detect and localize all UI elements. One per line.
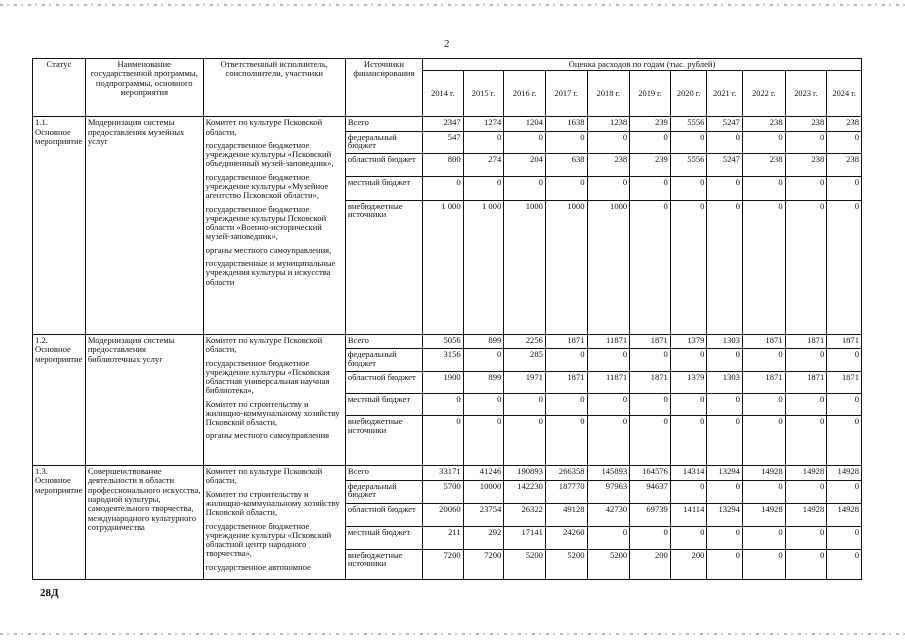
- funding-source-cell: Всего: [345, 334, 422, 348]
- funding-source-cell: федеральный бюджет: [345, 480, 422, 503]
- amount-cell: 5556: [670, 117, 707, 131]
- amount-cell: 26322: [504, 503, 546, 526]
- amount-cell: 0: [463, 393, 504, 415]
- amount-cell: 0: [587, 131, 630, 153]
- amount-cell: 0: [785, 416, 827, 466]
- amount-cell: 2347: [423, 117, 464, 131]
- amount-cell: 187770: [545, 480, 587, 503]
- amount-cell: 0: [707, 549, 743, 579]
- scan-edge-top: [0, 4, 905, 6]
- amount-cell: 0: [742, 131, 785, 153]
- amount-cell: 14928: [827, 466, 862, 481]
- amount-cell: 0: [463, 349, 504, 371]
- amount-cell: 142230: [504, 480, 546, 503]
- amount-cell: 1871: [742, 334, 785, 348]
- amount-cell: 49128: [545, 503, 587, 526]
- amount-cell: 0: [827, 200, 862, 334]
- amount-cell: 0: [423, 416, 464, 466]
- amount-cell: 238: [827, 117, 862, 131]
- amount-cell: 0: [742, 393, 785, 415]
- year-header: 2015 г.: [463, 71, 504, 117]
- year-header: 2016 г.: [504, 71, 546, 117]
- amount-cell: 238: [785, 117, 827, 131]
- amount-cell: 145893: [587, 466, 630, 481]
- amount-cell: 164576: [630, 466, 671, 481]
- amount-cell: 5556: [670, 153, 707, 176]
- executor-item: Комитет по строительству и жилищно-коммунальному хозяйству Псковской области,: [205, 488, 340, 518]
- amount-cell: 1871: [785, 371, 827, 393]
- amount-cell: 11871: [587, 334, 630, 348]
- year-header: 2014 г.: [423, 71, 464, 117]
- amount-cell: 5247: [707, 117, 743, 131]
- amount-cell: 266358: [545, 466, 587, 481]
- amount-cell: 0: [463, 177, 504, 200]
- amount-cell: 5247: [707, 153, 743, 176]
- amount-cell: 0: [785, 393, 827, 415]
- amount-cell: 14314: [670, 466, 707, 481]
- amount-cell: 0: [742, 526, 785, 549]
- amount-cell: 200: [670, 549, 707, 579]
- amount-cell: 0: [545, 416, 587, 466]
- amount-cell: 0: [545, 349, 587, 371]
- amount-cell: 0: [742, 416, 785, 466]
- amount-cell: 1900: [423, 371, 464, 393]
- amount-cell: 0: [785, 349, 827, 371]
- amount-cell: 14928: [785, 466, 827, 481]
- amount-cell: 0: [423, 393, 464, 415]
- amount-cell: 1000: [504, 200, 546, 334]
- funding-source-cell: федеральный бюджет: [345, 131, 422, 153]
- year-header: 2023 г.: [785, 71, 827, 117]
- status-cell: 1.2. Основное мероприятие: [33, 334, 86, 465]
- amount-cell: 0: [630, 526, 671, 549]
- amount-cell: 292: [463, 526, 504, 549]
- amount-cell: 0: [742, 549, 785, 579]
- amount-cell: 1204: [504, 117, 546, 131]
- amount-cell: 20060: [423, 503, 464, 526]
- amount-cell: 0: [504, 416, 546, 466]
- amount-cell: 0: [827, 131, 862, 153]
- amount-cell: 5200: [587, 549, 630, 579]
- funding-source-cell: областной бюджет: [345, 153, 422, 176]
- amount-cell: 7200: [463, 549, 504, 579]
- amount-cell: 1871: [545, 334, 587, 348]
- amount-cell: 14928: [742, 503, 785, 526]
- estimate-header: Оценка расходов по годам (тыс. рублей): [423, 59, 862, 71]
- amount-cell: 0: [827, 349, 862, 371]
- amount-cell: 0: [630, 393, 671, 415]
- year-header: 2021 г.: [707, 71, 743, 117]
- amount-cell: 1871: [545, 371, 587, 393]
- amount-cell: 274: [463, 153, 504, 176]
- amount-cell: 1274: [463, 117, 504, 131]
- year-header: 2020 г.: [670, 71, 707, 117]
- amount-cell: 23754: [463, 503, 504, 526]
- funding-source-cell: областной бюджет: [345, 503, 422, 526]
- amount-cell: 5200: [545, 549, 587, 579]
- table-row: [33, 466, 862, 481]
- executor-item: Комитет по культуре Псковской области,: [205, 334, 323, 355]
- amount-cell: 1871: [827, 334, 862, 348]
- amount-cell: 1379: [670, 371, 707, 393]
- amount-cell: 13294: [707, 466, 743, 481]
- amount-cell: 11871: [587, 371, 630, 393]
- amount-cell: 0: [707, 200, 743, 334]
- amount-cell: 33171: [423, 466, 464, 481]
- amount-cell: 0: [545, 393, 587, 415]
- amount-cell: 1871: [827, 371, 862, 393]
- amount-cell: 0: [707, 349, 743, 371]
- amount-cell: 0: [630, 200, 671, 334]
- footer-code: 28Д: [40, 587, 59, 599]
- amount-cell: 5700: [423, 480, 464, 503]
- amount-cell: 238: [785, 153, 827, 176]
- measure-name-cell: Совершенствование деятельности в области профессионального искусства, народной культуры, самодеятельного творчества, международного культурного сотрудничества: [85, 466, 203, 580]
- amount-cell: 285: [504, 349, 546, 371]
- amount-cell: 1638: [545, 117, 587, 131]
- amount-cell: 0: [785, 131, 827, 153]
- amount-cell: 1000: [587, 200, 630, 334]
- amount-cell: 0: [630, 131, 671, 153]
- executor-item: органы местного самоуправления,: [205, 244, 332, 255]
- amount-cell: 1379: [670, 334, 707, 348]
- amount-cell: 0: [670, 393, 707, 415]
- expenses-table: [32, 58, 862, 580]
- amount-cell: 0: [785, 200, 827, 334]
- amount-cell: 0: [827, 549, 862, 579]
- funding-source-cell: областной бюджет: [345, 371, 422, 393]
- amount-cell: 0: [630, 349, 671, 371]
- amount-cell: 14928: [742, 466, 785, 481]
- executor-item: государственное автономное: [205, 561, 311, 572]
- amount-cell: 14114: [670, 503, 707, 526]
- amount-cell: 0: [827, 393, 862, 415]
- amount-cell: 0: [827, 480, 862, 503]
- amount-cell: 1 000: [423, 200, 464, 334]
- amount-cell: 800: [423, 153, 464, 176]
- amount-cell: 2256: [504, 334, 546, 348]
- amount-cell: 0: [630, 416, 671, 466]
- funding-source-cell: федеральный бюджет: [345, 349, 422, 371]
- executors-cell: [203, 117, 345, 335]
- amount-cell: 238: [827, 153, 862, 176]
- amount-cell: 0: [670, 349, 707, 371]
- amount-cell: 190893: [504, 466, 546, 481]
- amount-cell: 0: [742, 177, 785, 200]
- amount-cell: 899: [463, 371, 504, 393]
- executor-item: государственное бюджетное учреждение культуры «Псковский областной центр народного творчества»,: [205, 520, 332, 559]
- funding-source-cell: внебюджетные источники: [345, 200, 422, 334]
- amount-cell: 238: [587, 153, 630, 176]
- executor-item: государственное бюджетное учреждение культуры Псковской области «Военно-исторический музей-заповедник»,: [205, 203, 327, 242]
- amount-cell: 0: [707, 526, 743, 549]
- amount-cell: 5056: [423, 334, 464, 348]
- amount-cell: 0: [463, 131, 504, 153]
- year-header: 2022 г.: [742, 71, 785, 117]
- executor-item: государственное бюджетное учреждение культуры «Псковский объединенный музей-заповедник»,: [205, 139, 334, 169]
- executor-header: Ответственный исполнитель, соисполнители, участники: [203, 59, 345, 117]
- funding-source-cell: местный бюджет: [345, 393, 422, 415]
- executor-item: Комитет по строительству и жилищно-коммунальному хозяйству Псковской области,: [205, 398, 340, 428]
- amount-cell: 547: [423, 131, 464, 153]
- executor-item: государственные и муниципальные учреждения культуры и искусства области: [205, 257, 336, 287]
- amount-cell: 94637: [630, 480, 671, 503]
- year-header: 2017 г.: [545, 71, 587, 117]
- amount-cell: 0: [504, 393, 546, 415]
- amount-cell: 7200: [423, 549, 464, 579]
- amount-cell: 13294: [707, 503, 743, 526]
- amount-cell: 1303: [707, 371, 743, 393]
- amount-cell: 1303: [707, 334, 743, 348]
- amount-cell: 0: [587, 393, 630, 415]
- name-header: Наименование государственной программы, подпрограммы, основного мероприятия: [85, 59, 203, 117]
- executors-cell: [203, 334, 345, 465]
- amount-cell: 0: [707, 416, 743, 466]
- measure-name-cell: Модернизация системы предоставления музейных услуг: [85, 117, 203, 335]
- amount-cell: 0: [545, 177, 587, 200]
- amount-cell: 211: [423, 526, 464, 549]
- funding-source-cell: внебюджетные источники: [345, 416, 422, 466]
- funding-source-cell: Всего: [345, 117, 422, 131]
- amount-cell: 0: [504, 177, 546, 200]
- table-row: [33, 334, 862, 348]
- year-header: 2018 г.: [587, 71, 630, 117]
- status-header: Статус: [33, 59, 86, 117]
- amount-cell: 17141: [504, 526, 546, 549]
- executors-cell: [203, 466, 345, 580]
- year-header: 2024 г.: [827, 71, 862, 117]
- amount-cell: 24260: [545, 526, 587, 549]
- amount-cell: 69739: [630, 503, 671, 526]
- executor-item: органы местного самоуправления: [205, 430, 330, 441]
- amount-cell: 0: [587, 349, 630, 371]
- scan-edge-bottom: [0, 633, 905, 635]
- amount-cell: 1871: [630, 334, 671, 348]
- amount-cell: 0: [670, 480, 707, 503]
- amount-cell: 10000: [463, 480, 504, 503]
- amount-cell: 5200: [504, 549, 546, 579]
- funding-source-cell: внебюджетные источники: [345, 549, 422, 579]
- status-cell: 1.1. Основное мероприятие: [33, 117, 86, 335]
- amount-cell: 239: [630, 153, 671, 176]
- amount-cell: 0: [587, 416, 630, 466]
- table-row: [33, 117, 862, 131]
- amount-cell: 239: [630, 117, 671, 131]
- amount-cell: 0: [742, 480, 785, 503]
- amount-cell: 0: [742, 200, 785, 334]
- amount-cell: 0: [742, 349, 785, 371]
- funding-source-cell: местный бюджет: [345, 177, 422, 200]
- amount-cell: 238: [742, 153, 785, 176]
- amount-cell: 0: [587, 177, 630, 200]
- amount-cell: 0: [630, 177, 671, 200]
- amount-cell: 0: [587, 526, 630, 549]
- amount-cell: 0: [827, 416, 862, 466]
- sources-header: Источники финансирования: [345, 59, 422, 117]
- executor-item: Комитет по культуре Псковской области,: [205, 117, 323, 137]
- amount-cell: 0: [827, 177, 862, 200]
- amount-cell: 204: [504, 153, 546, 176]
- amount-cell: 0: [545, 131, 587, 153]
- amount-cell: 1971: [504, 371, 546, 393]
- amount-cell: 0: [670, 131, 707, 153]
- executor-item: государственное бюджетное учреждение культуры «Музейное агентство Псковской области»,: [205, 171, 329, 201]
- amount-cell: 14928: [827, 503, 862, 526]
- amount-cell: 1000: [545, 200, 587, 334]
- amount-cell: 0: [707, 393, 743, 415]
- amount-cell: 1238: [587, 117, 630, 131]
- status-cell: 1.3. Основное мероприятие: [33, 466, 86, 580]
- measure-name-cell: Модернизация системы предоставления библиотечных услуг: [85, 334, 203, 465]
- amount-cell: 1 000: [463, 200, 504, 334]
- amount-cell: 0: [827, 526, 862, 549]
- year-header: 2019 г.: [630, 71, 671, 117]
- header-row: [33, 59, 862, 71]
- amount-cell: 0: [504, 131, 546, 153]
- amount-cell: 0: [785, 480, 827, 503]
- amount-cell: 0: [785, 526, 827, 549]
- amount-cell: 638: [545, 153, 587, 176]
- amount-cell: 0: [670, 526, 707, 549]
- amount-cell: 41246: [463, 466, 504, 481]
- amount-cell: 200: [630, 549, 671, 579]
- executor-item: Комитет по культуре Псковской области,: [205, 466, 323, 486]
- amount-cell: 899: [463, 334, 504, 348]
- amount-cell: 0: [707, 177, 743, 200]
- amount-cell: 0: [670, 416, 707, 466]
- amount-cell: 0: [707, 131, 743, 153]
- amount-cell: 1871: [630, 371, 671, 393]
- amount-cell: 97963: [587, 480, 630, 503]
- funding-source-cell: Всего: [345, 466, 422, 481]
- executor-item: государственное бюджетное учреждение культуры «Псковская областная универсальная научная библиотека»,: [205, 357, 330, 396]
- amount-cell: 3156: [423, 349, 464, 371]
- amount-cell: 0: [785, 177, 827, 200]
- amount-cell: 0: [785, 549, 827, 579]
- amount-cell: 42730: [587, 503, 630, 526]
- amount-cell: 14928: [785, 503, 827, 526]
- amount-cell: 238: [742, 117, 785, 131]
- amount-cell: 0: [463, 416, 504, 466]
- amount-cell: 0: [707, 480, 743, 503]
- amount-cell: 0: [423, 177, 464, 200]
- page-number: 2: [444, 38, 450, 50]
- amount-cell: 0: [670, 200, 707, 334]
- amount-cell: 1871: [742, 371, 785, 393]
- funding-source-cell: местный бюджет: [345, 526, 422, 549]
- amount-cell: 0: [670, 177, 707, 200]
- amount-cell: 1871: [785, 334, 827, 348]
